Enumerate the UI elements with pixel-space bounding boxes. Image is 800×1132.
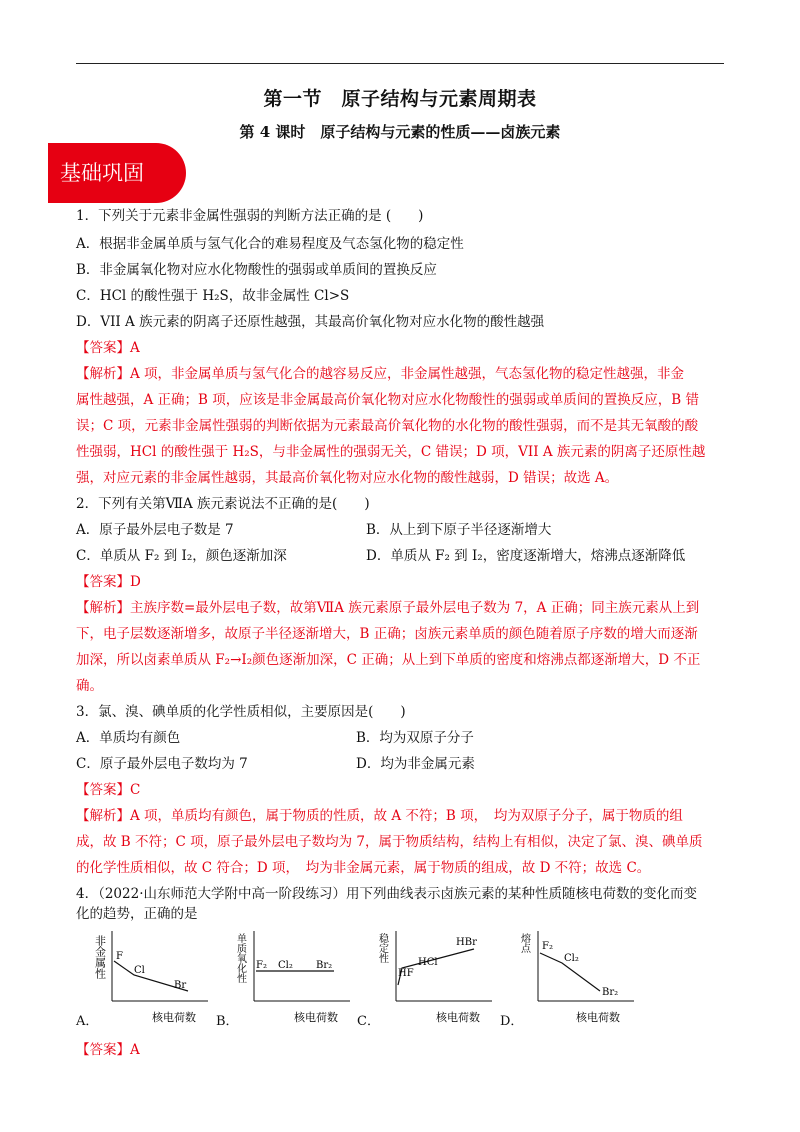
q4-figure-d [514,923,644,1027]
q4-fig-a-label: A． [76,1014,99,1029]
q1-option-b: B．非金属氧化物对应水化物酸性的强弱或单质间的置换反应 [76,262,437,278]
q4-fig-d-point-cl2: Cl₂ [564,953,579,964]
q4-fig-d-ylabel: 熔点 [518,933,530,953]
q1-analysis-line: 属性越强，A 正确；B 项，应该是非金属最高价氧化物对应水化物酸性的强弱或单质间的置换反应，B 错 [76,392,699,408]
q1-option-d: D．VII A 族元素的阴离子还原性越强，其最高价氧化物对应水化物的酸性越强 [76,314,545,330]
q3-option-b: B．均为双原子分子 [356,730,474,746]
q2-option-a: A．原子最外层电子数是 7 [76,522,234,538]
q2-answer: 【答案】D [76,574,141,590]
q4-fig-c-point-hcl: HCl [418,957,438,968]
q4-fig-b-label: B． [216,1014,239,1029]
q4-figure-a [90,923,220,1027]
q3-analysis-line: 的化学性质相似，故 C 符合；D 项， 均为非金属元素，属于物质的组成，故 D 不符；故选 C。 [76,860,651,876]
q4-answer: 【答案】A [76,1042,140,1058]
q4-fig-d-point-f2: F₂ [542,941,553,952]
q3-analysis-line: 成，故 B 不符；C 项，原子最外层电子数均为 7，属于物质结构，结构上有相似，决定了氯、溴、碘单质 [76,834,703,850]
q4-fig-a-ylabel: 非金属性 [93,935,107,979]
q1-analysis-line: 误；C 项，元素非金属性强弱的判断依据为元素最高价氧化物的水化物的酸性强弱，而不是其无氧酸的酸 [76,418,699,434]
q1-analysis-line: 性强弱，HCl 的酸性强于 H₂S，与非金属性的强弱无关，C 错误；D 项，VII A 族元素的阴离子还原性越 [76,444,706,460]
q3-analysis-line: 【解析】A 项，单质均有颜色，属于物质的性质，故 A 不符；B 项， 均为双原子分子，属于物质的组 [76,808,683,824]
q4-fig-d-point-br2: Br₂ [602,987,619,998]
q4-figure-c [370,923,500,1027]
q3-option-c: C．原子最外层电子数均为 7 [76,756,248,772]
q1-stem: 1．下列关于元素非金属性强弱的判断方法正确的是 ( ) [76,208,424,224]
q2-option-b: B．从上到下原子半径逐渐增大 [366,522,552,538]
q3-option-d: D．均为非金属元素 [356,756,475,772]
q4-figure-b [230,923,360,1027]
q3-option-a: A．单质均有颜色 [76,730,181,746]
q3-stem: 3．氯、溴、碘单质的化学性质相似，主要原因是( ) [76,704,406,720]
q4-fig-a-xlabel: 核电荷数 [152,1011,196,1024]
section-badge: 基础巩固 [48,143,186,203]
q4-fig-c-point-hbr: HBr [456,937,477,948]
q3-answer: 【答案】C [76,782,141,798]
q4-fig-d-label: D． [500,1014,524,1029]
q2-analysis-line: 确。 [76,678,103,694]
q4-fig-b-point-f2: F₂ [256,960,267,971]
q4-stem-line: 化的趋势，正确的是 [76,906,198,922]
q4-fig-b-point-cl2: Cl₂ [278,960,293,971]
q3-options-row-1 [76,728,726,748]
q4-fig-c-ylabel: 稳定性 [376,933,388,963]
q2-options-row-1 [76,520,726,540]
q4-fig-a-point-f: F [116,951,123,962]
q4-fig-a-point-cl: Cl [134,965,145,976]
q4-fig-c-xlabel: 核电荷数 [436,1011,480,1024]
q2-analysis-line: 下，电子层数逐渐增多，故原子半径逐渐增大，B 正确；卤族元素单质的颜色随着原子序数的增大而逐渐 [76,626,698,642]
q4-fig-d-xlabel: 核电荷数 [576,1011,620,1024]
q3-options-row-2 [76,754,726,774]
q4-fig-c-label: C． [357,1014,380,1029]
q4-fig-a-point-br: Br [174,980,187,991]
q2-option-d: D．单质从 F₂ 到 I₂，密度逐渐增大，熔沸点逐渐降低 [366,548,686,564]
q1-option-a: A．根据非金属单质与氢气化合的难易程度及气态氢化物的稳定性 [76,236,464,252]
q1-option-c: C．HCl 的酸性强于 H₂S，故非金属性 Cl>S [76,288,350,304]
q1-answer: 【答案】A [76,340,140,356]
q4-fig-c-point-hf: HF [398,968,414,979]
q4-fig-b-xlabel: 核电荷数 [294,1011,338,1024]
page-subtitle: 第 4 课时 原子结构与元素的性质——卤族元素 [239,123,561,141]
q1-analysis-line: 【解析】A 项，非金属单质与氢气化合的越容易反应，非金属性越强，气态氢化物的稳定性越强，非金 [76,366,685,382]
q2-analysis-line: 【解析】主族序数=最外层电子数，故第ⅦA 族元素原子最外层电子数为 7，A 正确；同主族元素从上到 [76,600,700,616]
q4-fig-b-ylabel: 单质氧化性 [234,933,246,983]
q2-option-c: C．单质从 F₂ 到 I₂，颜色逐渐加深 [76,548,287,564]
q2-analysis-line: 加深，所以卤素单质从 F₂→I₂颜色逐渐加深，C 正确；从上到下单质的密度和熔沸点都逐渐增大，D 不正 [76,652,701,668]
q4-stem-line: 4．（2022·山东师范大学附中高一阶段练习）用下列曲线表示卤族元素的某种性质随核电荷数的变化而变 [76,886,697,902]
page-title: 第一节 原子结构与元素周期表 [263,88,537,110]
q1-analysis-line: 强，对应元素的非金属性越弱，其最高价氧化物对应水化物的酸性越弱，D 错误；故选 A。 [76,470,619,486]
header-rule [76,63,724,64]
q2-options-row-2 [76,546,726,566]
q4-fig-b-point-br2: Br₂ [316,960,333,971]
q2-stem: 2．下列有关第ⅦA 族元素说法不正确的是( ) [76,496,370,512]
